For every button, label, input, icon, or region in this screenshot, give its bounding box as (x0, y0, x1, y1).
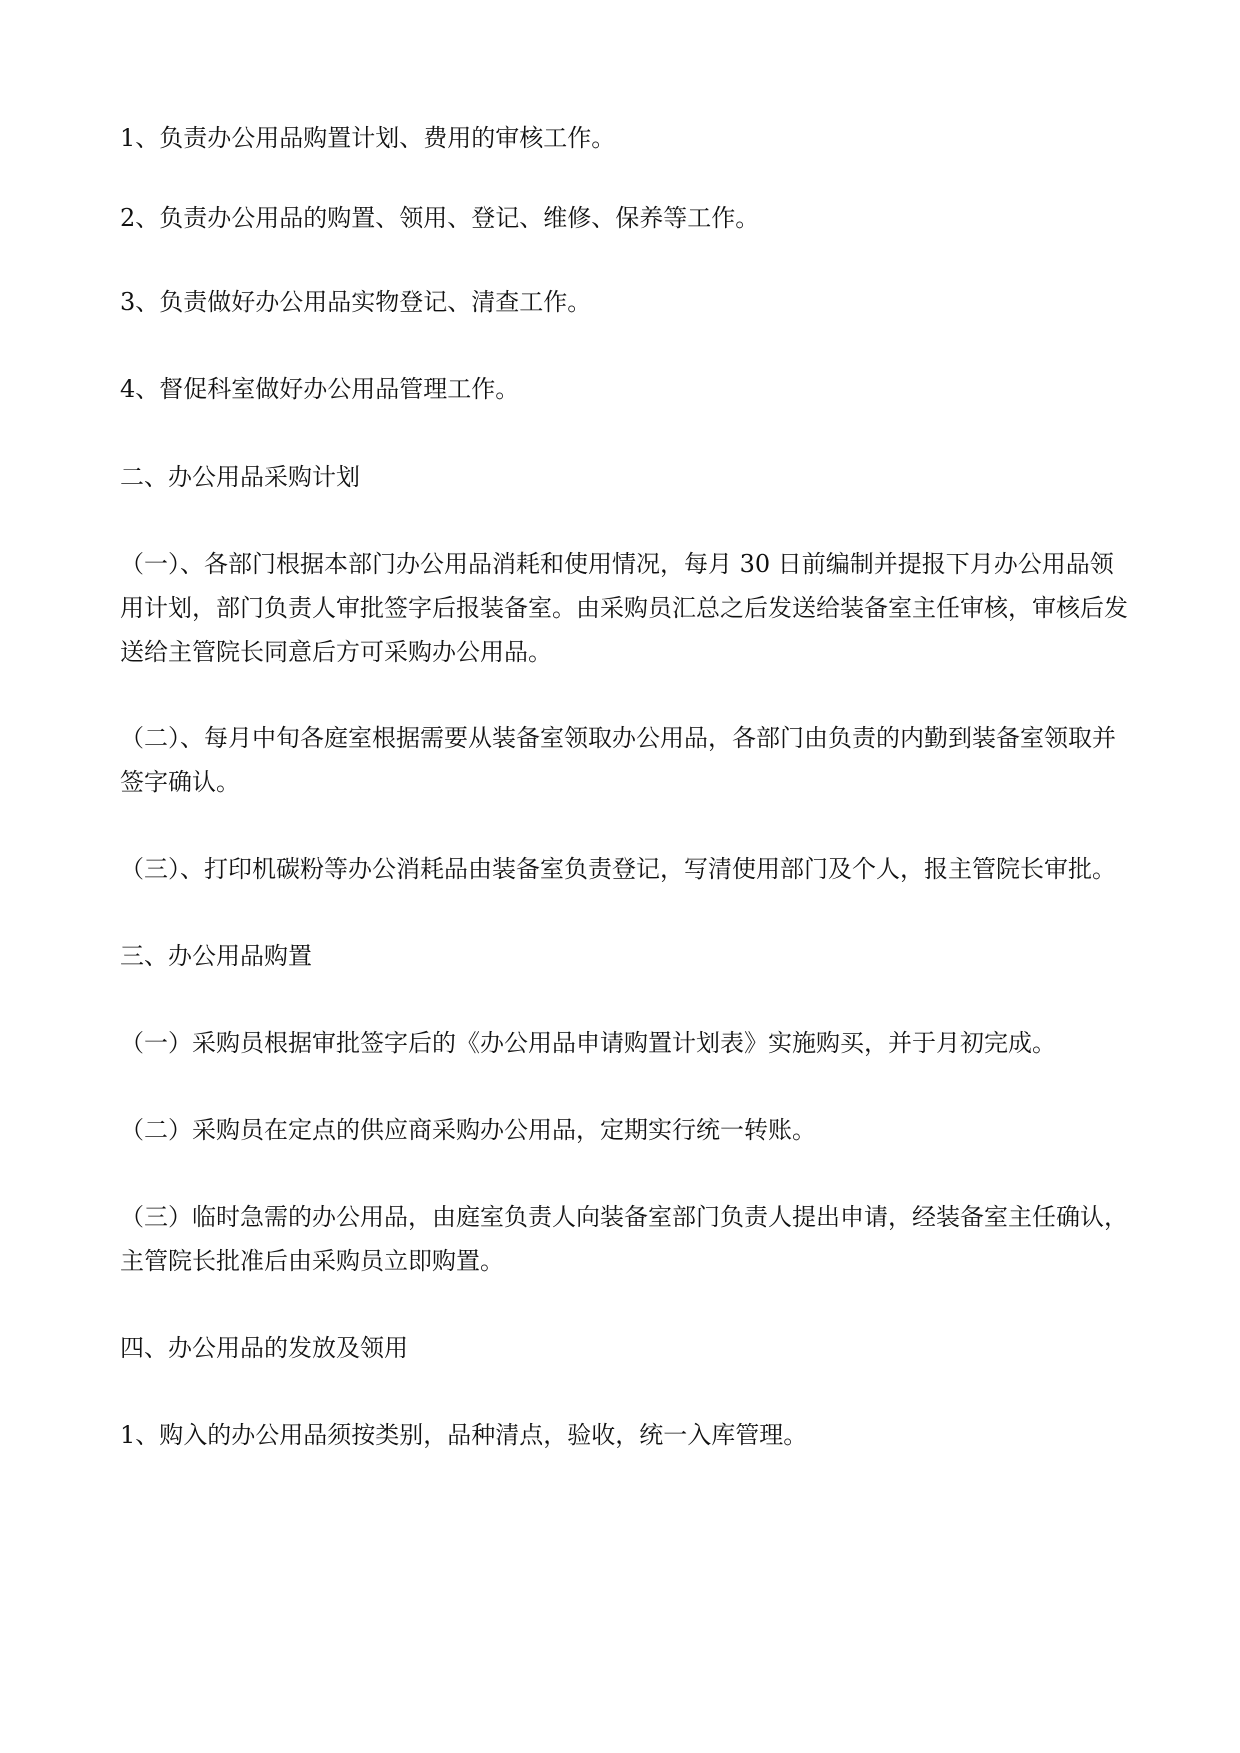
duty-item-3: 3、负责做好办公用品实物登记、清查工作。 (120, 288, 592, 316)
section-heading-3: 三、办公用品购置 (120, 942, 312, 970)
procurement-plan-item-2: （二）、每月中旬各庭室根据需要从装备室领取办公用品，各部门由负责的内勤到装备室领取并签字确认。 (120, 724, 1116, 796)
purchase-item-2: （二）采购员在定点的供应商采购办公用品，定期实行统一转账。 (120, 1116, 816, 1144)
purchase-item-1: （一）采购员根据审批签字后的《办公用品申请购置计划表》实施购买，并于月初完成。 (120, 1029, 1056, 1057)
duty-item-2: 2、负责办公用品的购置、领用、登记、维修、保养等工作。 (120, 204, 760, 232)
purchase-item-3: （三）临时急需的办公用品，由庭室负责人向装备室部门负责人提出申请，经装备室主任确认，主管院长批准后由采购员立即购置。 (120, 1203, 1128, 1275)
duty-item-4: 4、督促科室做好办公用品管理工作。 (120, 375, 520, 403)
duty-item-1: 1、负责办公用品购置计划、费用的审核工作。 (120, 124, 616, 152)
procurement-plan-item-3: （三）、打印机碳粉等办公消耗品由装备室负责登记，写清使用部门及个人，报主管院长审批。 (120, 855, 1116, 883)
procurement-plan-item-1: （一）、各部门根据本部门办公用品消耗和使用情况，每月 30 日前编制并提报下月办公用品领用计划，部门负责人审批签字后报装备室。由采购员汇总之后发送给装备室主任审核，审核后发送给主管院长同意后方可采购办公用品。 (120, 550, 1128, 666)
section-heading-4: 四、办公用品的发放及领用 (120, 1334, 408, 1362)
section-heading-2: 二、办公用品采购计划 (120, 463, 360, 491)
distribution-item-1: 1、购入的办公用品须按类别，品种清点，验收，统一入库管理。 (120, 1421, 808, 1449)
